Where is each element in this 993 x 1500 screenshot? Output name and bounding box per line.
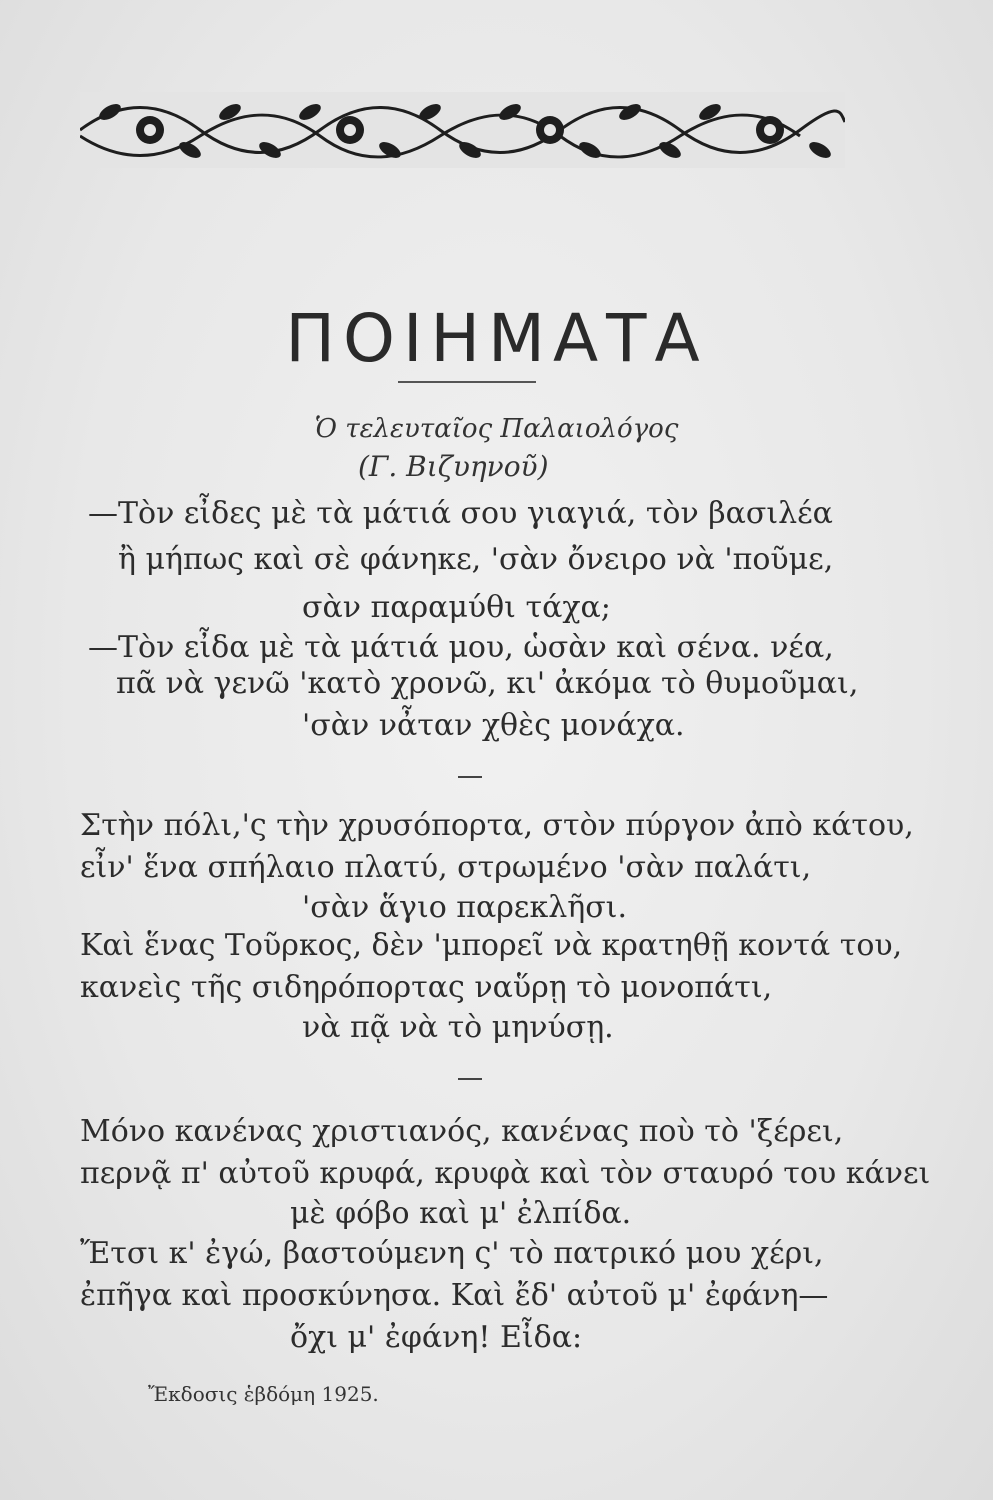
verse-line: 'σὰν ἅγιο παρεκλῆσι. (302, 890, 627, 925)
verse-line: Στὴν πόλι,'ς τὴν χρυσόπορτα, στὸν πύργον ἀπὸ κάτου, (80, 808, 914, 843)
title-divider (398, 381, 536, 383)
verse-line: ἐπῆγα καὶ προσκύνησα. Καὶ ἔδ' αὐτοῦ μ' ἐφάνη— (80, 1278, 829, 1313)
verse-line: 'σὰν νἆταν χθὲς μονάχα. (302, 708, 685, 743)
verse-line: Ἔτσι κ' ἐγώ, βαστούμενη ς' τὸ πατρικό μου χέρι, (80, 1236, 824, 1271)
floral-ornament-icon (80, 92, 845, 168)
verse-line: ἢ μήπως καὶ σὲ φάνηκε, 'σὰν ὄνειρο νὰ 'ποῦμε, (118, 542, 834, 577)
poem-author: (Γ. Βιζυηνοῦ) (358, 450, 549, 483)
edition-note: Ἔκδοσις ἑβδόμη 1925. (148, 1382, 379, 1406)
stanza-divider (458, 776, 482, 778)
stanza-divider (458, 1078, 482, 1080)
poem-title: Ὁ τελευταῖος Παλαιολόγος (314, 414, 679, 444)
verse-line: νὰ πᾷ νὰ τὸ μηνύσῃ. (302, 1010, 614, 1045)
verse-line: ὄχι μ' ἐφάνη! Εἶδα: (290, 1320, 583, 1355)
verse-line: Μόνο κανένας χριστιανός, κανένας ποὺ τὸ 'ξέρει, (80, 1114, 844, 1149)
page-title: ΠΟΙΗΜΑΤΑ (285, 300, 708, 377)
verse-line: περνᾷ π' αὐτοῦ κρυφά, κρυφὰ καὶ τὸν σταυρό του κάνει (80, 1156, 931, 1191)
verse-line: εἶν' ἕνα σπήλαιο πλατύ, στρωμένο 'σὰν παλάτι, (80, 850, 812, 885)
verse-line: σὰν παραμύθι τάχα; (302, 590, 611, 625)
verse-line: μὲ φόβο καὶ μ' ἐλπίδα. (290, 1196, 632, 1231)
verse-line: —Τὸν εἶδες μὲ τὰ μάτιά σου γιαγιά, τὸν βασιλέα (88, 496, 833, 531)
verse-line: —Τὸν εἶδα μὲ τὰ μάτιά μου, ὡσὰν καὶ σένα. νέα, (88, 630, 834, 665)
verse-line: κανεὶς τῆς σιδηρόπορτας ναὕρῃ τὸ μονοπάτι, (80, 970, 773, 1005)
verse-line: Καὶ ἕνας Τοῦρκος, δὲν 'μπορεῖ νὰ κρατηθῇ κοντά του, (80, 928, 903, 963)
verse-line: πᾶ νὰ γενῶ 'κατὸ χρονῶ, κι' ἀκόμα τὸ θυμοῦμαι, (116, 666, 859, 701)
